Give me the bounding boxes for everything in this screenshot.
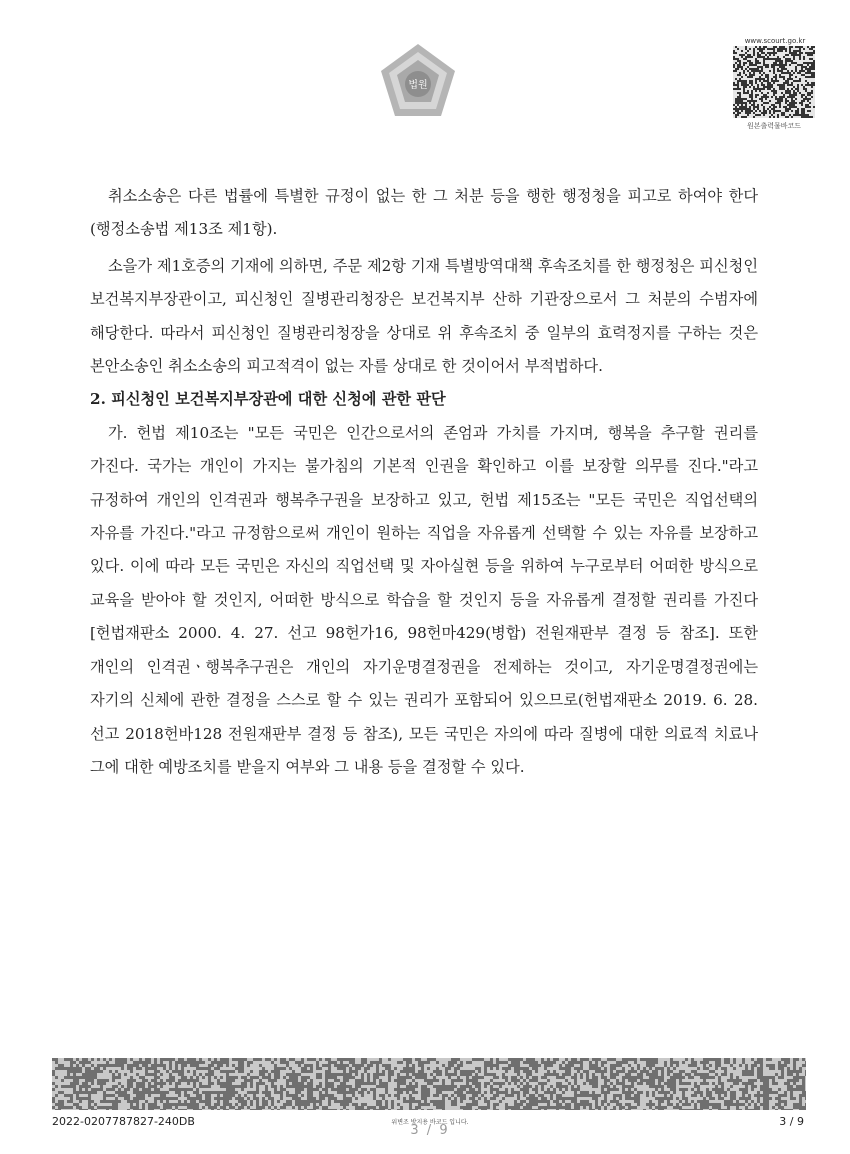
paragraph-evidence-analysis: 소을가 제1호증의 기재에 의하면, 주문 제2항 기재 특별방역대책 후속조치를 한 행정청은 피신청인 보건복지부장관이고, 피신청인 질병관리청장은 보건복지부 산하 기관장으로서 그 처분의 수범자에 해당한다. 따라서 피신청인 질병관리청장을 상대로 위 후속조치 중 일부의 효력정지를 구하는 것은 본안소송인 취소소송의 피고적격이 없는 자를 상대로 한 것이어서 부적법하다. <box>90 256 758 376</box>
anti-forgery-barcode <box>52 1058 806 1110</box>
qr-url-text: www.scourt.go.kr <box>744 37 806 45</box>
document-code: 2022-0207787827-240DB <box>52 1115 195 1128</box>
page-number: 3 / 9 <box>779 1115 804 1128</box>
paragraph-defendant-rule: 취소소송은 다른 법률에 특별한 규정이 없는 한 그 처분 등을 행한 행정청을 피고로 하여야 한다(행정소송법 제13조 제1항). <box>90 187 758 239</box>
qr-caption: 원본출력물바코드 <box>746 122 802 130</box>
verification-qr-code <box>733 46 815 118</box>
center-page-number: 3 / 9 <box>410 1123 450 1138</box>
court-emblem-logo <box>378 42 458 122</box>
document-body <box>90 180 758 784</box>
barcode-note: 위변조 방지용 바코드 입니다. <box>391 1119 469 1126</box>
emblem-label: 법원 <box>408 80 428 91</box>
paragraph-constitutional-rights: 가. 헌법 제10조는 "모든 국민은 인간으로서의 존엄과 가치를 가지며, 행복을 추구할 권리를 가진다. 국가는 개인이 가지는 불가침의 기본적 인권을 확인하고 이를 보장할 의무를 진다."라고 규정하여 개인의 인격권과 행복추구권을 보장하고 있고, 헌법 제15조는 "모든 국민은 직업선택의 자유를 가진다."라고 규정함으로써 개인이 원하는 직업을 자유롭게 선택할 수 있는 자유를 보장하고 있다. 이에 따라 모든 국민은 자신의 직업선택 및 자아실현 등을 위하여 누구로부터 어떠한 방식으로 교육을 받아야 할 것인지, 어떠한 방식으로 학습을 할 것인지 등을 자유롭게 결정할 권리를 가진다[헌법재판소 2000. 4. 27. 선고 98헌가16, 98헌마429(병합) 전원재판부 결정 등 참조]. 또한 개인의 인격권ㆍ행복추구권은 개인의 자기운명결정권을 전제하는 것이고, 자기운명결정권에는 자기의 신체에 관한 결정을 스스로 할 수 있는 권리가 포함되어 있으므로(헌법재판소 2019. 6. 28. 선고 2018헌바128 전원재판부 결정 등 참조), 모든 국민은 자의에 따라 질병에 대한 의료적 치료나 그에 대한 예방조치를 받을지 여부와 그 내용 등을 결정할 수 있다. <box>90 423 758 776</box>
section-heading: 2. 피신청인 보건복지부장관에 대한 신청에 관한 판단 <box>90 390 446 409</box>
